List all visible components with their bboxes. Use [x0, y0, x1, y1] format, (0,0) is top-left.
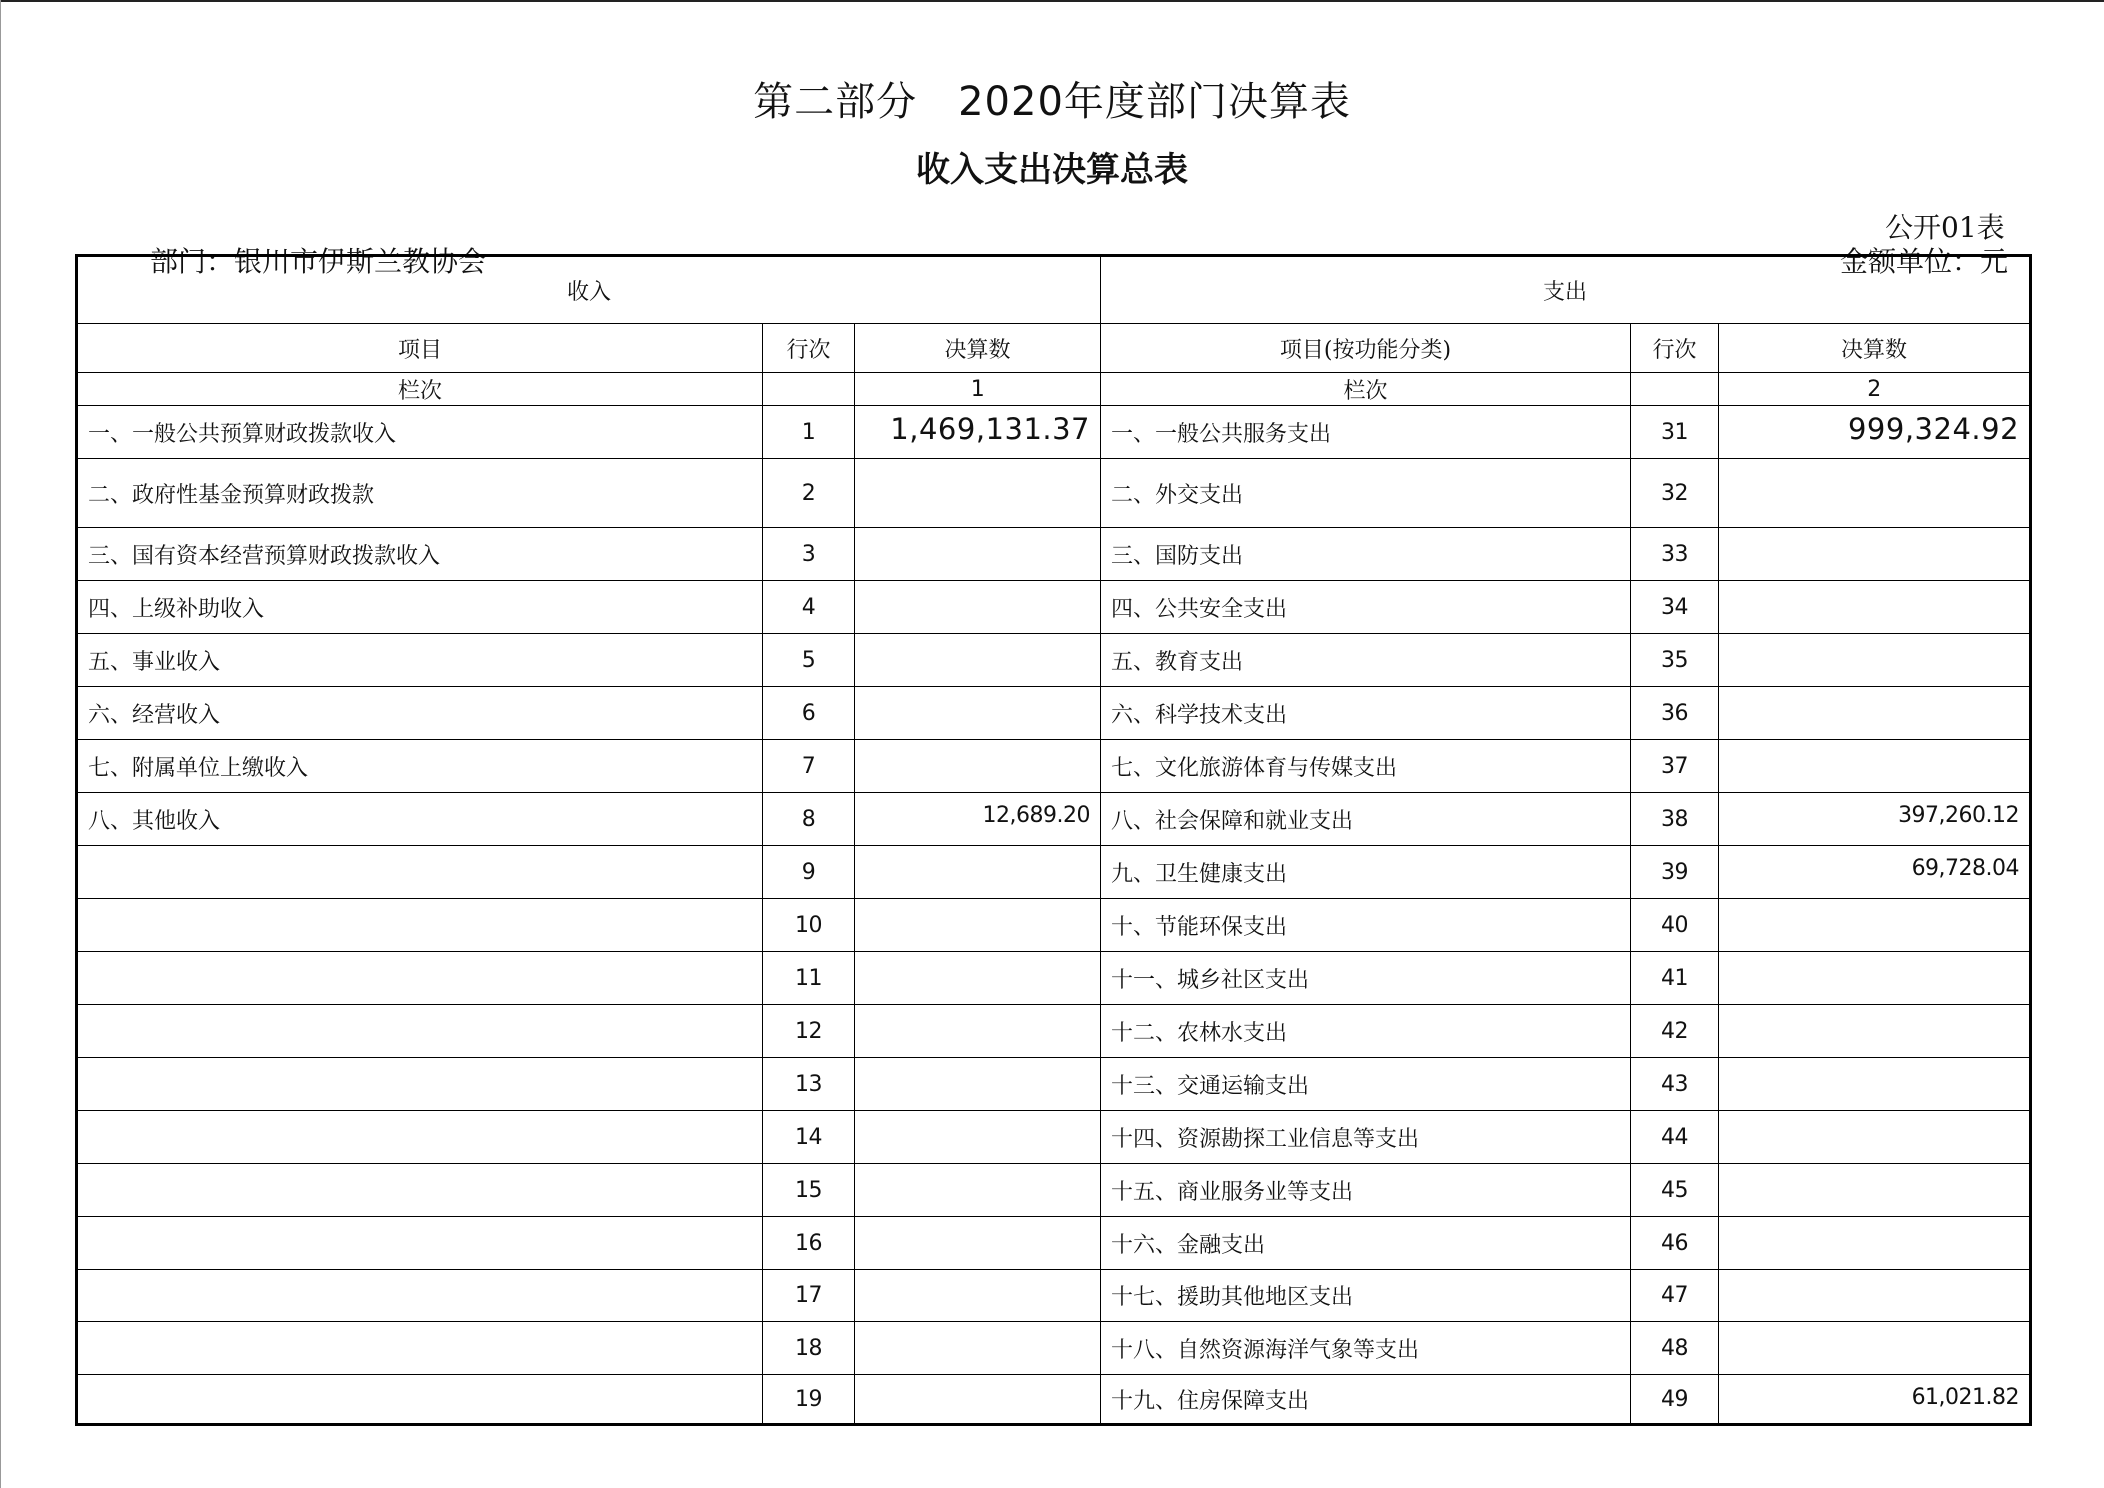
expense-row-number: 41	[1631, 952, 1719, 1005]
expense-amount	[1719, 1322, 2031, 1375]
table-row	[77, 1111, 2031, 1164]
income-row-number: 13	[763, 1058, 855, 1111]
table-row	[77, 846, 2031, 899]
lanci-empty	[763, 373, 855, 406]
expense-header: 支出	[1101, 256, 2031, 324]
expense-row-number: 47	[1631, 1270, 1719, 1322]
expense-amount	[1719, 899, 2031, 952]
income-item: 七、附属单位上缴收入	[77, 740, 763, 793]
income-item	[77, 1164, 763, 1217]
income-item	[77, 1375, 763, 1425]
expense-row-number: 40	[1631, 899, 1719, 952]
form-code: 公开01表	[1885, 211, 2005, 244]
table-title: 收入支出决算总表	[916, 150, 1188, 190]
amount-unit-label: 金额单位：元	[1840, 245, 2009, 278]
income-row-number: 9	[763, 846, 855, 899]
income-amount	[855, 1217, 1101, 1270]
expense-row-number: 33	[1631, 528, 1719, 581]
department-clipped	[150, 200, 650, 278]
income-amount: 1,469,131.37	[855, 406, 1101, 459]
page-left-border	[0, 0, 1, 1488]
income-header: 收入	[77, 256, 1101, 324]
income-item: 二、政府性基金预算财政拨款	[77, 459, 763, 528]
expense-item: 十、节能环保支出	[1101, 899, 1631, 952]
income-row-number: 5	[763, 634, 855, 687]
income-item	[77, 899, 763, 952]
table-row	[77, 406, 2031, 459]
income-row-number: 4	[763, 581, 855, 634]
table-row	[77, 459, 2031, 528]
expense-item: 十三、交通运输支出	[1101, 1058, 1631, 1111]
expense-row-number: 36	[1631, 687, 1719, 740]
expense-item: 五、教育支出	[1101, 634, 1631, 687]
expense-amount	[1719, 687, 2031, 740]
income-amount	[855, 1375, 1101, 1425]
expense-item: 三、国防支出	[1101, 528, 1631, 581]
expense-item: 七、文化旅游体育与传媒支出	[1101, 740, 1631, 793]
income-item: 八、其他收入	[77, 793, 763, 846]
col-amount2-header: 决算数	[1719, 324, 2031, 373]
income-amount	[855, 528, 1101, 581]
income-row-number: 19	[763, 1375, 855, 1425]
income-amount	[855, 1005, 1101, 1058]
income-item	[77, 846, 763, 899]
income-row-number: 6	[763, 687, 855, 740]
expense-amount	[1719, 528, 2031, 581]
expense-item: 十七、援助其他地区支出	[1101, 1270, 1631, 1322]
income-item: 一、一般公共预算财政拨款收入	[77, 406, 763, 459]
income-row-number: 18	[763, 1322, 855, 1375]
income-row-number: 8	[763, 793, 855, 846]
lanci-2: 2	[1719, 373, 2031, 406]
expense-amount	[1719, 952, 2031, 1005]
expense-amount: 69,728.04	[1719, 846, 2031, 899]
unit-clipped	[1830, 200, 2030, 278]
expense-item: 十六、金融支出	[1101, 1217, 1631, 1270]
page-top-border	[0, 0, 2104, 2]
income-row-number: 10	[763, 899, 855, 952]
expense-amount	[1719, 1111, 2031, 1164]
expense-amount	[1719, 740, 2031, 793]
income-row-number: 3	[763, 528, 855, 581]
expense-amount: 61,021.82	[1719, 1375, 2031, 1425]
lanci-1: 1	[855, 373, 1101, 406]
income-item: 三、国有资本经营预算财政拨款收入	[77, 528, 763, 581]
col-item-header: 项目	[77, 324, 763, 373]
income-amount	[855, 899, 1101, 952]
table-row	[77, 899, 2031, 952]
expense-amount	[1719, 1217, 2031, 1270]
expense-row-number: 45	[1631, 1164, 1719, 1217]
expense-row-number: 31	[1631, 406, 1719, 459]
income-row-number: 12	[763, 1005, 855, 1058]
expense-row-number: 44	[1631, 1111, 1719, 1164]
expense-item: 十一、城乡社区支出	[1101, 952, 1631, 1005]
col-amount-header: 决算数	[855, 324, 1101, 373]
income-amount	[855, 1270, 1101, 1322]
income-row-number: 17	[763, 1270, 855, 1322]
expense-amount	[1719, 1058, 2031, 1111]
income-item: 五、事业收入	[77, 634, 763, 687]
expense-row-number: 43	[1631, 1058, 1719, 1111]
income-amount	[855, 952, 1101, 1005]
expense-row-number: 32	[1631, 459, 1719, 528]
income-item	[77, 1217, 763, 1270]
expense-item: 十四、资源勘探工业信息等支出	[1101, 1111, 1631, 1164]
expense-row-number: 34	[1631, 581, 1719, 634]
income-expense-table	[75, 254, 2032, 1426]
income-item	[77, 1270, 763, 1322]
expense-row-number: 42	[1631, 1005, 1719, 1058]
income-row-number: 15	[763, 1164, 855, 1217]
income-item	[77, 1005, 763, 1058]
income-amount	[855, 846, 1101, 899]
expense-item: 十八、自然资源海洋气象等支出	[1101, 1322, 1631, 1375]
income-item: 六、经营收入	[77, 687, 763, 740]
income-amount	[855, 687, 1101, 740]
col-item-func-header: 项目(按功能分类)	[1101, 324, 1631, 373]
expense-item: 六、科学技术支出	[1101, 687, 1631, 740]
expense-row-number: 37	[1631, 740, 1719, 793]
expense-amount	[1719, 581, 2031, 634]
expense-item: 四、公共安全支出	[1101, 581, 1631, 634]
income-amount: 12,689.20	[855, 793, 1101, 846]
expense-item: 十五、商业服务业等支出	[1101, 1164, 1631, 1217]
income-amount	[855, 581, 1101, 634]
expense-amount: 999,324.92	[1719, 406, 2031, 459]
table-row	[77, 793, 2031, 846]
department-label: 部门：银川市伊斯兰教协会	[150, 245, 487, 278]
column-header-row	[77, 324, 2031, 373]
income-item	[77, 1111, 763, 1164]
expense-row-number: 48	[1631, 1322, 1719, 1375]
expense-row-number: 38	[1631, 793, 1719, 846]
income-item	[77, 1058, 763, 1111]
lanci-label-2: 栏次	[1101, 373, 1631, 406]
lanci-row	[77, 373, 2031, 406]
expense-amount	[1719, 1164, 2031, 1217]
expense-amount	[1719, 1270, 2031, 1322]
expense-item: 二、外交支出	[1101, 459, 1631, 528]
income-amount	[855, 634, 1101, 687]
income-row-number: 11	[763, 952, 855, 1005]
expense-amount	[1719, 634, 2031, 687]
income-row-number: 1	[763, 406, 855, 459]
table-row	[77, 1005, 2031, 1058]
income-item	[77, 952, 763, 1005]
expense-row-number: 49	[1631, 1375, 1719, 1425]
table-row	[77, 1322, 2031, 1375]
income-amount	[855, 1058, 1101, 1111]
expense-row-number: 39	[1631, 846, 1719, 899]
table-row	[77, 687, 2031, 740]
lanci-label: 栏次	[77, 373, 763, 406]
income-item: 四、上级补助收入	[77, 581, 763, 634]
expense-amount: 397,260.12	[1719, 793, 2031, 846]
expense-item: 十二、农林水支出	[1101, 1005, 1631, 1058]
income-amount	[855, 1111, 1101, 1164]
expense-amount	[1719, 459, 2031, 528]
table-row	[77, 634, 2031, 687]
table-row	[77, 952, 2031, 1005]
expense-item: 八、社会保障和就业支出	[1101, 793, 1631, 846]
section-header-row	[77, 256, 2031, 324]
income-amount	[855, 1164, 1101, 1217]
income-amount	[855, 740, 1101, 793]
income-row-number: 14	[763, 1111, 855, 1164]
income-row-number: 7	[763, 740, 855, 793]
table-row	[77, 1217, 2031, 1270]
table-row	[77, 581, 2031, 634]
col-row2-header: 行次	[1631, 324, 1719, 373]
expense-item: 九、卫生健康支出	[1101, 846, 1631, 899]
expense-item: 十九、住房保障支出	[1101, 1375, 1631, 1425]
expense-row-number: 46	[1631, 1217, 1719, 1270]
expense-amount	[1719, 1005, 2031, 1058]
col-row-header: 行次	[763, 324, 855, 373]
income-item	[77, 1322, 763, 1375]
page-title: 第二部分 2020年度部门决算表	[753, 79, 1351, 125]
income-row-number: 2	[763, 459, 855, 528]
income-amount	[855, 1322, 1101, 1375]
table-row	[77, 528, 2031, 581]
expense-item: 一、一般公共服务支出	[1101, 406, 1631, 459]
table-row	[77, 1375, 2031, 1425]
income-row-number: 16	[763, 1217, 855, 1270]
table-row	[77, 1270, 2031, 1322]
table-row	[77, 740, 2031, 793]
lanci-empty-2	[1631, 373, 1719, 406]
table-row	[77, 1164, 2031, 1217]
income-amount	[855, 459, 1101, 528]
table-row	[77, 1058, 2031, 1111]
expense-row-number: 35	[1631, 634, 1719, 687]
